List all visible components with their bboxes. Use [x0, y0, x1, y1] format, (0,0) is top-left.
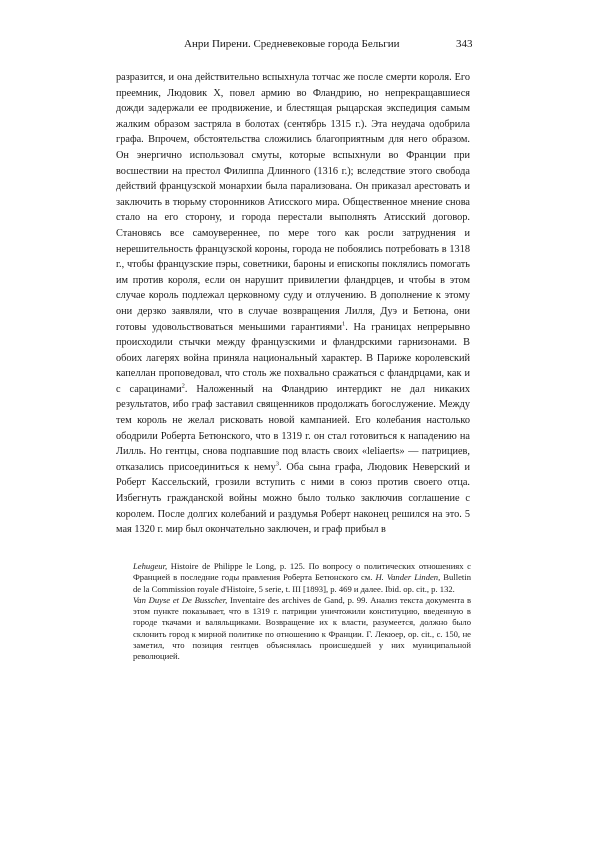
main-text [116, 70, 470, 538]
running-title: Анри Пирени. Средневековые города Бельгии [184, 38, 400, 50]
body-text-part-4: . Оба сына графа, Людовик Неверский и Роберт Кассельский, грозили вступить с ними в союз против своего отца. Избегнуть гражданской войны можно было только заключив соглашение с королем. После долгих колебаний и раздумья Роберт наконец решился на это. 5 мая 1320 г. мир был окончательно заключен, и граф прибыл в [116, 461, 471, 536]
footnote-ref-2: 2 [181, 382, 185, 390]
footnote-1-cited-text: Bulletin de la Commission royale d'Histoire, 5 serie, t. III [1893], p. 469 и далее. Ibid. op. cit., p. 132. [133, 572, 472, 594]
body-text-part-3: . Наложенный на Фландрию интердикт не дал никаких результатов, ибо граф заставил священников продолжать богослужение. Между тем король не желал рисковать новой кампанией. Его колебания настолько ободрили Роберта Бетюнского, что в 1319 г. он стал готовиться к нападению на Лилль. Но гентцы, снова подпавшие под власть своих «leliaerts» — патрициев, отказались присоединиться к нему [116, 383, 470, 473]
footnote-2-author: Van Duyse et De Busscher, [133, 594, 228, 605]
footnote-ref-1: 1 [341, 320, 346, 328]
body-paragraph [116, 70, 470, 538]
footnote-1-author: Lehugeur, [133, 561, 168, 571]
page-number: 343 [456, 38, 473, 50]
footnote-1 [133, 561, 471, 595]
footnote-2-text: Inventaire des archives de Gand, p. 99. Анализ текста документа в этом пункте показывает, что в 1319 г. патриции уничтожили конституцию, введенную в городе ткачами и валяльщиками. Возвращение их к власти, разумеется, должно было склонить город к мирной политике по отношению к Франции. Г. Лекюер, op. cit., с. 150, не заметил, что позиция гентцев объяснялась происшедшей у них муниципальной революцией. [133, 594, 471, 662]
body-text-part-1: разразится, и она действительно вспыхнула тотчас же после смерти короля. Его преемник, Людовик X, повел армию во Фландрию, но непрекращавшиеся дожди задержали ее продвижение, и блестящая рыцарская экспедиция самым жалким образом застряла в болотах (сентябрь 1315 г.). Эта неудача одобрила графа. Впрочем, обстоятельства сложились благоприятным для него образом. Он энергично использовал смуты, которые вспыхнули во Франции при восшествии на престол Филиппа Длинного (1316 г.); вследствие этого свобода действий французской монархии была парализована. Он приказал арестовать и заключить в тюрьму сторонников Атисского мира. Общественное мнение снова стало на его сторону, и города перестали выполнять Атисский договор. Становясь все самоувереннее, по мере того как росли затруднения и нерешительность французской короны, города не побоялись потребовать в 1318 г., чтобы французские пэры, советники, бароны и епископы поклялись помогать им против короля, если он нарушит привилегии фландрцев, и чтобы в этом случае король подлежал церковному суду и отлучению. В дополнение к этому они дерзко заявляли, что в случае возвращения Лилля, Дуэ и Бетюна, они готовы удовольствоваться меньшими гарантиями [116, 72, 470, 333]
body-text-part-2: . На границах непрерывно происходили стычки между французскими и фландрскими гарнизонами. В обоих лагерях война приняла национальный характер. В Париже королевский капеллан проповедовал, что столь же похвально сражаться с фландрцами, как и с сарацинами [116, 321, 470, 395]
footnote-1-text: Histoire de Philippe le Long, p. 125. По вопросу о политических отношениях с Францией в последние годы правления Роберта Бетюнского см. [133, 561, 471, 583]
page-header [0, 38, 600, 54]
footnote-ref-3: 3 [275, 460, 279, 468]
footnote-2 [133, 595, 471, 663]
footnote-1-cited-author: H. Vander Linden, [375, 572, 441, 583]
footnotes [133, 561, 471, 663]
